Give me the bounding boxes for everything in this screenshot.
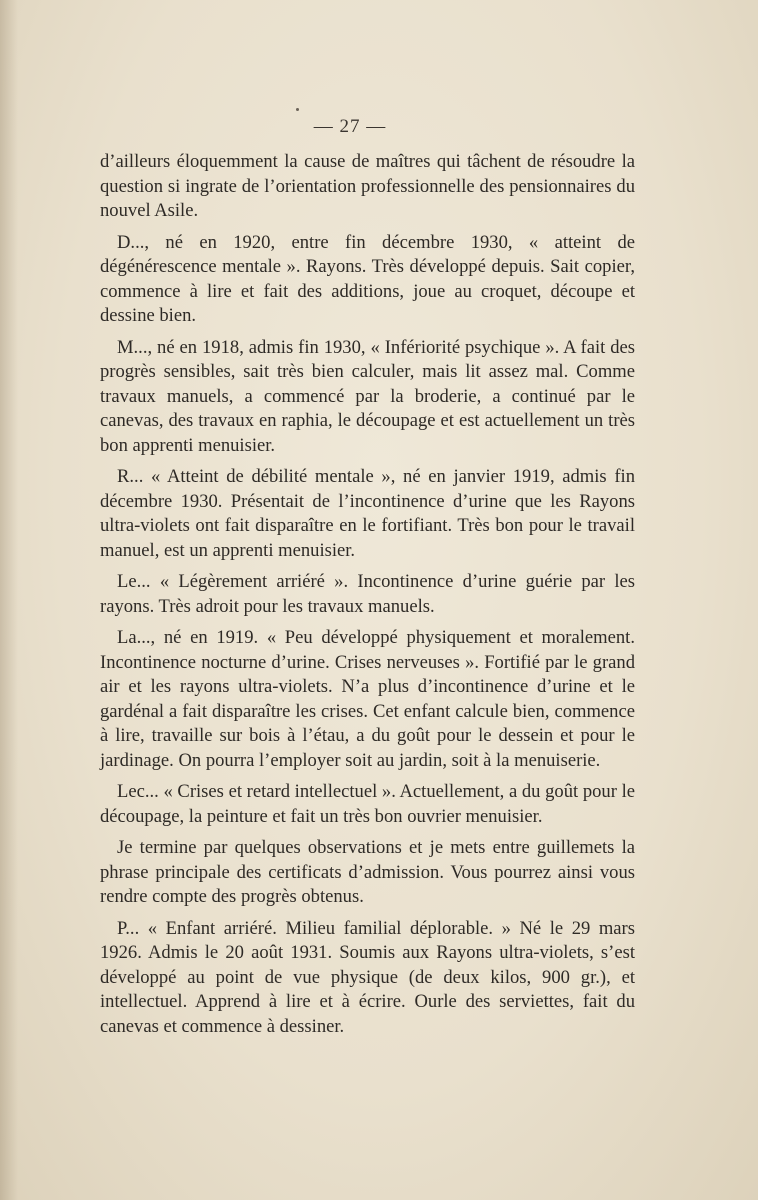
speck-mark (296, 108, 299, 111)
body-text (100, 150, 635, 1046)
paragraph-observations-intro: Je termine par quelques observations et je mets entre guillemets la phrase principale des certificats d’admission. Vous pourrez ainsi vous rendre compte des progrès obtenus. (100, 837, 635, 907)
page-edge-shadow (0, 0, 18, 1200)
paragraph-case-r: R... « Atteint de débilité mentale », né en janvier 1919, admis fin décembre 1930. Présentait de l’incontinence d’urine que les Rayons ultra-violets ont fait disparaître en le fortifiant. Très bon pour le travail manuel, est un apprenti menuisier. (100, 466, 635, 561)
paragraph-case-m: M..., né en 1918, admis fin 1930, « Infériorité psychique ». A fait des progrès sensibles, sait très bien calculer, mais lit assez mal. Comme travaux manuels, a commencé par la broderie, a continué par le canevas, des travaux en raphia, le découpage et est actuellement un très bon apprenti menuisier. (100, 336, 635, 456)
paragraph-case-p: P... « Enfant arriéré. Milieu familial déplorable. » Né le 29 mars 1926. Admis le 20 août 1931. Soumis aux Rayons ultra-violets, s’est développé au point de vue physique (de deux kilos, 900 gr.), et intellectuel. Apprend à lire et à écrire. Ourle des serviettes, fait du canevas et commence à dessiner. (100, 917, 635, 1037)
paragraph-case-le: Le... « Légèrement arriéré ». Incontinence d’urine guérie par les rayons. Très adroit pour les travaux manuels. (100, 571, 635, 617)
paragraph-case-lec: Lec... « Crises et retard intellectuel ». Actuellement, a du goût pour le découpage, la peinture et fait un très bon ouvrier menuisier. (100, 781, 635, 827)
paragraph-continuation: d’ailleurs éloquemment la cause de maîtres qui tâchent de résoudre la question si ingrate de l’orientation professionnelle des pensionnaires du nouvel Asile. (100, 151, 635, 221)
page-number: — 27 — (313, 116, 387, 137)
paragraph-case-d: D..., né en 1920, entre fin décembre 1930, « atteint de dégénérescence mentale ». Rayons. Très développé depuis. Sait copier, commence à lire et fait des additions, joue au croquet, découpe et dessine bien. (100, 231, 635, 326)
paragraph-case-la: La..., né en 1919. « Peu développé physiquement et moralement. Incontinence nocturne d’urine. Crises nerveuses ». Fortifié par le grand air et les rayons ultra-violets. N’a plus d’incontinence d’urine et le gardénal a fait disparaître les crises. Cet enfant calcule bien, commence à lire, travaille sur bois à l’étau, a du goût pour le dessein et pour le jardinage. On pourra l’employer soit au jardin, soit à la menuiserie. (100, 627, 635, 771)
